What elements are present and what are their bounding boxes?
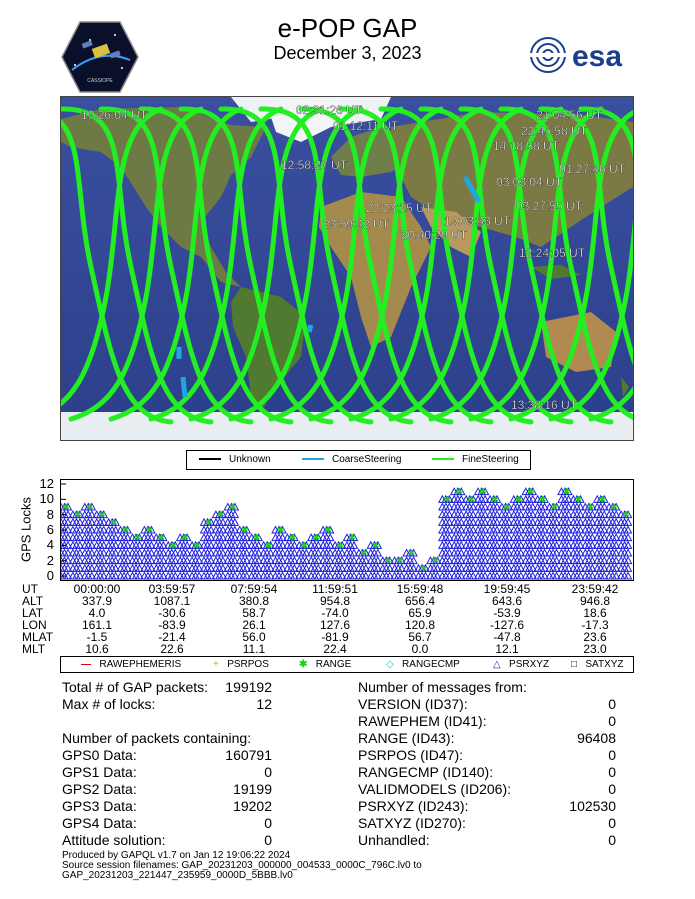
produced-by: Produced by GAPQL v1.7 on Jan 12 19:06:22 2024 [62,850,291,861]
stat-value: 0 [608,832,616,848]
legend-satxyz [571,656,624,674]
source-files-line2: GAP_20231203_221447_235959_0000D_5BBB.lv0 [62,870,293,881]
stat-label: PSRPOS (ID47): [358,747,464,763]
ephem-cell: 15:59:48 [396,582,444,596]
legend-range-label: RANGE [315,659,352,670]
stat-row [62,679,282,696]
legend-rangecmp-label: RANGECMP [402,659,460,670]
ephem-cell: 19:59:45 [483,582,531,596]
range-point: ✱ [562,487,571,498]
coarse-steering-segment [309,325,311,332]
y-tick-label: 8 [46,506,54,522]
ephemeris-table [22,583,642,657]
range-point: ✱ [97,510,106,521]
stat-row [62,781,282,798]
ephem-row-label: UT [22,582,38,596]
legend-rawephemeris [81,656,181,674]
ephem-cell: 380.8 [238,594,270,608]
stat-label: RAWEPHEM (ID41): [358,713,487,729]
range-point: ✱ [395,556,404,567]
range-point: ✱ [419,564,428,575]
range-point: ✱ [157,533,166,544]
legend-unknown-label: Unknown [229,454,271,465]
ephem-cell: 161.1 [81,618,113,632]
page-date: December 3, 2023 [273,43,422,63]
range-point: ✱ [121,526,130,536]
range-point: ✱ [205,518,213,529]
stat-value: 0 [608,815,616,831]
range-point: ✱ [360,549,368,559]
ephem-cell: -83.9 [158,618,186,632]
range-point: ✱ [217,510,225,521]
esa-logo-text: esa [572,40,623,73]
stat-value: 0 [264,815,272,831]
cassiope-logo [60,20,140,95]
cassiope-logo-text: CASSIOPE [87,78,113,84]
satxyz-marker: □ [571,659,578,670]
legend-psrpos-label: PSRPOS [227,659,269,670]
range-point: ✱ [443,495,452,506]
stat-row [358,832,616,849]
legend-psrxyz-label: PSRXYZ [509,659,550,670]
ephem-cell: 643.6 [491,594,523,608]
legend-rangecmp [386,656,460,674]
stat-label: Attitude solution: [62,832,166,848]
range-point: ✱ [503,503,511,513]
stat-label: RANGECMP (ID140): [358,764,494,780]
psrpos-marker: + [213,659,219,670]
range-point: ✱ [74,510,82,521]
ephem-cell: -127.6 [489,618,525,632]
range-marker: ✱ [299,659,308,670]
range-point: ✱ [586,503,595,513]
ephem-cell: -17.3 [581,618,609,632]
ephem-cell: -81.9 [321,630,349,644]
legend-range [299,656,351,674]
ephem-cell: 4.0 [88,606,106,620]
ephem-row-label: MLAT [22,630,54,644]
range-point: ✱ [240,526,249,536]
page-title: e-POP GAP [277,13,418,43]
range-point: ✱ [252,533,261,544]
map-time-label: 23:59:42 UT [323,217,390,231]
map-time-label: 01:12:11 UT [333,119,399,133]
range-point: ✱ [276,526,285,536]
y-tick-label: 6 [46,522,54,537]
legend-fine-swatch [432,458,454,460]
stat-label: GPS4 Data: [62,815,137,831]
map-time-label: 12:58:27 UT [281,158,348,172]
stat-row [358,747,616,764]
y-axis-label: GPS Locks [18,496,34,563]
legend-coarse-steering [302,451,401,469]
ephem-cell: 120.8 [404,618,436,632]
ephem-cell: 22.4 [323,642,347,656]
range-point: ✱ [145,526,154,536]
legend-fine-label: FineSteering [462,454,519,465]
legend-fine-steering [432,451,519,469]
stat-label: VERSION (ID37): [358,696,468,712]
range-point: ✱ [455,487,464,498]
ephem-cell: 11.1 [242,642,266,656]
source-files-line1: Source session filenames: GAP_20231203_000000_004533_0000C_796C.lv0 to [62,860,422,871]
map-time-label: 19:26:04 UT [81,108,148,122]
range-point: ✱ [431,556,440,567]
stat-value: 12 [256,696,272,712]
range-point: ✱ [526,487,535,498]
range-point: ✱ [538,495,547,506]
stat-label: GPS2 Data: [62,781,137,797]
ephem-cell: 946.8 [579,594,611,608]
esa-logo [528,35,638,75]
legend-psrpos [213,656,269,674]
stat-label: PSRXYZ (ID243): [358,798,469,814]
stat-label: GPS1 Data: [62,764,137,780]
stat-value: 96408 [577,730,616,746]
stat-label: Number of messages from: [358,679,527,695]
stat-row [358,696,616,713]
map-time-label: 13:38:16 UT [511,398,578,412]
legend-unknown-swatch [199,458,221,460]
stat-row [358,781,616,798]
range-point: ✱ [264,541,273,552]
range-point: ✱ [86,503,94,513]
stat-label: Unhandled: [358,832,430,848]
stat-row [62,696,282,713]
ephem-cell: 23:59:42 [571,582,619,596]
ephem-cell: 22.6 [160,642,184,656]
map-time-label: 12:24:05 UT [519,246,586,260]
legend-rawephemeris-label: RAWEPHEMERIS [99,659,182,670]
range-point: ✱ [574,495,583,506]
stat-row [62,832,282,849]
ephem-cell: 337.9 [81,594,113,608]
stat-label: Max # of locks: [62,696,156,712]
stat-value: 19202 [233,798,272,814]
stat-value: 0 [608,781,616,797]
range-point: ✱ [467,495,475,506]
ephem-cell: 127.6 [319,618,351,632]
ephem-cell: 00:00:00 [73,582,121,596]
ephem-cell: -21.4 [158,630,186,644]
map-time-label: 01:27:46 UT [559,162,626,176]
message-type-legend [60,656,634,673]
ephem-cell: -1.5 [86,630,108,644]
legend-coarse-label: CoarseSteering [332,454,402,465]
legend-satxyz-label: SATXYZ [585,659,624,670]
stat-row [62,815,282,832]
ephem-cell: -30.6 [158,606,186,620]
message-stats [358,679,616,849]
range-point: ✱ [479,487,487,498]
map-time-label: 03:27:55 UT [516,199,583,213]
ephem-cell: 656.4 [404,594,436,608]
ephem-cell: 18.6 [583,606,607,620]
coarse-steering-segment [183,377,185,397]
legend-coarse-swatch [302,458,324,460]
stat-row [62,764,282,781]
stat-row [62,798,282,815]
stat-row [62,730,282,747]
rawephemeris-marker: — [81,659,91,670]
legend-unknown [199,451,271,469]
stat-label: RANGE (ID43): [358,730,455,746]
ephem-cell: 1087.1 [153,594,191,608]
ephem-cell: 0.0 [411,642,429,656]
ephem-cell: 12.1 [495,642,519,656]
rangecmp-marker: ◇ [386,659,394,670]
ephem-row-label: MLT [22,642,46,656]
y-tick-label: 12 [39,476,54,491]
psrxyz-marker: △ [493,659,501,670]
ephem-row-label: LAT [22,606,44,620]
stat-value: 0 [264,832,272,848]
range-point: ✱ [348,533,356,544]
range-point: ✱ [383,556,392,567]
stat-row [358,679,616,696]
map-time-label: 20:40:29 UT [401,228,468,242]
map-legend [186,450,531,470]
ephem-cell: -47.8 [493,630,521,644]
stat-value: 0 [608,764,616,780]
stat-row [358,730,616,747]
range-point: ✱ [109,518,118,529]
ephem-cell: -74.0 [321,606,349,620]
y-tick-label: 2 [46,552,54,568]
ephem-cell: 07:59:54 [230,582,278,596]
stat-label: Total # of GAP packets: [62,679,209,695]
orbit-ground-track-map [60,96,634,441]
ephem-cell: 56.0 [242,630,266,644]
map-time-label: 22:45:58 UT [521,124,588,138]
legend-psrxyz [493,656,549,674]
ephem-cell: 11:59:51 [312,582,358,596]
y-tick-labels [30,476,58,583]
range-point: ✱ [491,495,499,506]
range-point: ✱ [324,526,332,536]
stat-label: GPS0 Data: [62,747,137,763]
ephem-cell: 954.8 [319,594,351,608]
stat-value: 19199 [233,781,272,797]
range-point: ✱ [193,541,201,552]
stat-label: SATXYZ (ID270): [358,815,466,831]
range-point: ✱ [181,533,189,544]
ephem-cell: 58.7 [242,606,266,620]
range-point: ✱ [288,533,297,544]
range-point: ✱ [598,495,607,506]
stat-value: 160791 [225,747,272,763]
range-point: ✱ [515,495,523,506]
ephem-cell: 65.9 [408,606,432,620]
ephem-row-label: ALT [22,594,44,608]
stat-value: 102530 [569,798,616,814]
stat-row [358,713,616,730]
stat-value: 199192 [225,679,272,695]
range-point: ✱ [169,541,178,552]
ephem-cell: 23.6 [583,630,607,644]
stat-value: 0 [608,713,616,729]
range-point: ✱ [550,503,559,513]
stat-row [358,764,616,781]
map-time-label: 19:03:43 UT [444,214,511,228]
stat-value: 0 [608,696,616,712]
ephem-cell: 03:59:57 [148,582,196,596]
stat-label: GPS3 Data: [62,798,137,814]
stat-row [358,815,616,832]
y-tick-label: 4 [46,537,54,553]
gps-locks-chart [60,479,634,581]
stat-label: VALIDMODELS (ID206): [358,781,512,797]
packet-stats [62,679,282,849]
map-time-label: 21:04:56 UT [536,108,603,122]
ephem-row-label: LON [22,618,47,632]
stat-value: 0 [608,747,616,763]
stat-label: Number of packets containing: [62,730,252,746]
y-tick-label: 0 [46,568,54,583]
stat-value: 0 [264,764,272,780]
map-time-label: 14:18:58 UT [493,139,560,153]
ephem-cell: 23.0 [583,642,607,656]
range-point: ✱ [62,503,70,513]
range-point: ✱ [372,541,380,552]
map-time-label: 02:31:26 UT [296,103,363,117]
ephem-cell: -53.9 [493,606,521,620]
range-point: ✱ [133,533,142,544]
y-tick-label: 10 [39,491,54,507]
ephem-cell: 10.6 [85,642,109,656]
map-time-label: 22:23:15 UT [366,201,433,215]
range-point: ✱ [407,549,416,559]
stat-row [358,798,616,815]
range-point: ✱ [312,533,321,544]
stat-row [62,713,282,730]
ephem-cell: 26.1 [242,618,266,632]
map-time-label: 03:03:04 UT [496,175,563,189]
stat-row [62,747,282,764]
range-point: ✱ [622,510,630,521]
range-point: ✱ [336,541,344,552]
ephem-cell: 56.7 [408,630,432,644]
range-point: ✱ [610,503,618,513]
range-point: ✱ [300,541,309,552]
range-point: ✱ [229,503,237,513]
